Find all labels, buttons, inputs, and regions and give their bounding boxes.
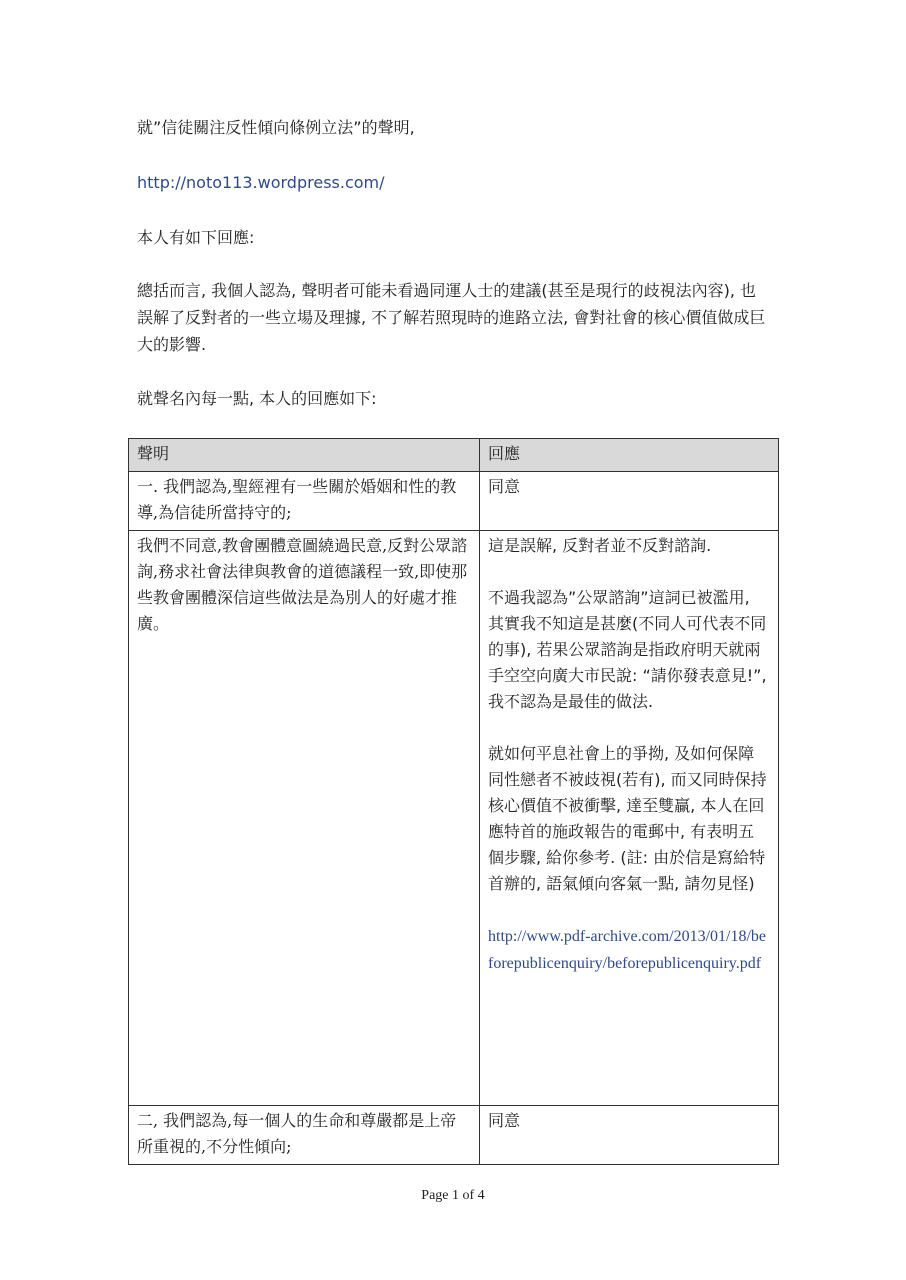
statement-cell: 二, 我們認為,每一個人的生命和尊嚴都是上帝所重視的,不分性傾向; xyxy=(129,1106,480,1165)
statement-cell: 我們不同意,教會團體意圖繞過民意,反對公眾諮詢,務求社會法律與教會的道德議程一致,即使那些教會團體深信這些做法是為別人的好處才推廣。 xyxy=(129,531,480,1106)
blog-url-paragraph xyxy=(137,169,767,196)
table-row xyxy=(129,472,779,531)
table-row xyxy=(129,1106,779,1165)
response-text: 同意 xyxy=(488,1111,521,1130)
header-statement: 聲明 xyxy=(129,439,480,472)
header-response: 回應 xyxy=(480,439,779,472)
response-cell xyxy=(480,1106,779,1165)
summary-paragraph: 總括而言, 我個人認為, 聲明者可能未看過同運人士的建議(甚至是現行的歧視法內容), 也誤解了反對者的一些立場及理據, 不了解若照現時的進路立法, 會對社會的核心價值做成巨大的影響. xyxy=(137,281,766,354)
response-text: 不過我認為”公眾諮詢”這詞已被濫用, 其實我不知這是甚麼(不同人可代表不同的事), 若果公眾諮詢是指政府明天就兩手空空向廣大市民說: “請你發表意見!”, 我不認為是最佳的做法. xyxy=(488,588,767,711)
reply-intro: 本人有如下回應: xyxy=(137,228,255,247)
table-row xyxy=(129,531,779,1106)
point-intro: 就聲名內每一點, 本人的回應如下: xyxy=(137,389,377,408)
statement-title-line: 就”信徒關注反性傾向條例立法”的聲明, xyxy=(137,118,415,137)
response-text: 就如何平息社會上的爭拗, 及如何保障同性戀者不被歧視(若有), 而又同時保持核心價值不被衝擊, 達至雙贏, 本人在回應特首的施政報告的電郵中, 有表明五個步驟, 給你參考. (註: 由於信是寫給特首辦的, 語氣傾向客氣一點, 請勿見怪) xyxy=(488,744,767,893)
blog-url-link[interactable]: http://noto113.wordpress.com/ xyxy=(137,173,385,192)
response-text: 同意 xyxy=(488,477,521,496)
response-cell xyxy=(480,531,779,1106)
statement-response-table xyxy=(128,438,779,1165)
page-number-footer: Page 1 of 4 xyxy=(421,1188,485,1203)
pdf-archive-link[interactable]: http://www.pdf-archive.com/2013/01/18/beforepublicenquiry/beforepublicenquiry.pdf xyxy=(488,928,767,972)
response-cell xyxy=(480,472,779,531)
response-text: 這是誤解, 反對者並不反對諮詢. xyxy=(488,536,712,555)
response-link-paragraph xyxy=(488,923,770,977)
table-header-row xyxy=(129,439,779,472)
statement-cell: 一. 我們認為,聖經裡有一些關於婚姻和性的教導,為信徒所當持守的; xyxy=(129,472,480,531)
